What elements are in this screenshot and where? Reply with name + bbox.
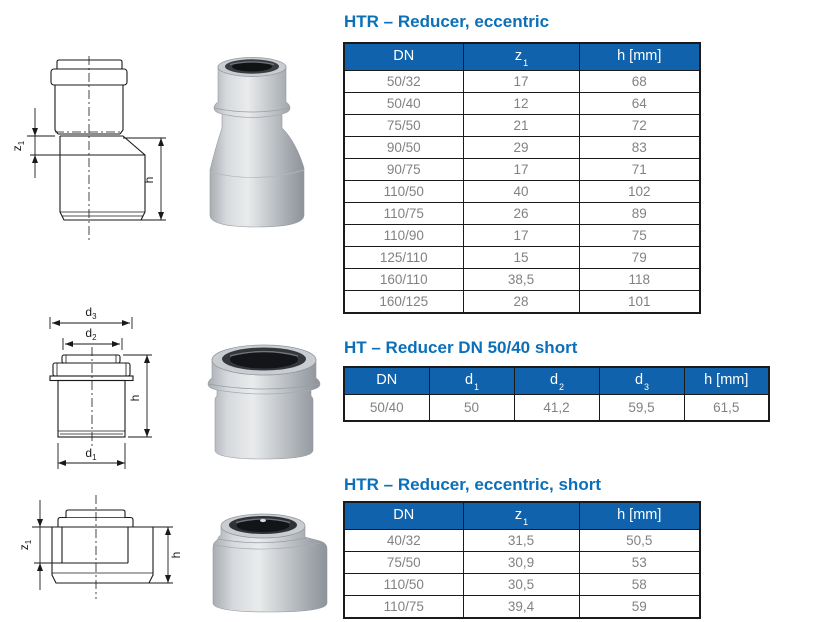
- table-row: [344, 225, 700, 247]
- table-cell: 50/32: [344, 71, 463, 93]
- product-photo-reducer-eccentric: [202, 50, 312, 235]
- table-cell: 17: [463, 159, 579, 181]
- col-header-h: h [mm]: [579, 502, 700, 530]
- table-row: [344, 115, 700, 137]
- table-cell: 38,5: [463, 269, 579, 291]
- dim-label-h: h: [169, 551, 183, 559]
- table-cell: 21: [463, 115, 579, 137]
- table-cell: 72: [579, 115, 700, 137]
- drawing-outline: [51, 60, 145, 220]
- technical-drawing-reducer-short: [30, 305, 190, 483]
- table-row: [344, 93, 700, 115]
- table-cell: 160/110: [344, 269, 463, 291]
- table-cell: 64: [579, 93, 700, 115]
- table-cell: 58: [579, 574, 700, 596]
- col-header-h: h [mm]: [684, 367, 769, 395]
- table-cell: 59: [579, 596, 700, 619]
- table-cell: 53: [579, 552, 700, 574]
- table-row: [344, 552, 700, 574]
- table-cell: 50/40: [344, 395, 429, 422]
- technical-drawing-reducer-eccentric-short: [8, 487, 195, 615]
- table-cell: 110/90: [344, 225, 463, 247]
- table-cell: 17: [463, 225, 579, 247]
- table-cell: 118: [579, 269, 700, 291]
- drawing-outline: [52, 510, 153, 583]
- table-cell: 75/50: [344, 552, 463, 574]
- section-title-htr-eccentric-short: HTR – Reducer, eccentric, short: [344, 475, 601, 494]
- table-row: [344, 247, 700, 269]
- table-row: [344, 395, 769, 422]
- table-cell: 90/75: [344, 159, 463, 181]
- table-cell: 110/75: [344, 203, 463, 225]
- ring-glint: [260, 519, 266, 522]
- table-row: [344, 137, 700, 159]
- table-cell: 75/50: [344, 115, 463, 137]
- table-cell: 110/50: [344, 181, 463, 203]
- table-cell: 61,5: [684, 395, 769, 422]
- table-cell: 28: [463, 291, 579, 314]
- col-header-d2: $d_2$: [514, 367, 599, 395]
- table-row: [344, 291, 700, 314]
- dim-label-h: h: [142, 176, 156, 184]
- table-row: [344, 596, 700, 619]
- table-ht-short: [343, 366, 770, 422]
- table-cell: 75: [579, 225, 700, 247]
- table-htr-eccentric: [343, 42, 701, 314]
- table-cell: 110/75: [344, 596, 463, 619]
- table-cell: 40: [463, 181, 579, 203]
- table-cell: 50/40: [344, 93, 463, 115]
- col-header-z1: $z_1$: [463, 43, 579, 71]
- table-header-row: [344, 43, 700, 71]
- dim-label-z1: $z_1$: [10, 140, 26, 152]
- table-cell: 50: [429, 395, 514, 422]
- table-header-row: [344, 367, 769, 395]
- table-cell: 68: [579, 71, 700, 93]
- dim-label-d3: $d_3$: [85, 305, 97, 321]
- table-row: [344, 574, 700, 596]
- dim-label-z1: $z_1$: [17, 539, 33, 551]
- col-header-h: h [mm]: [579, 43, 700, 71]
- table-row: [344, 530, 700, 552]
- col-header-d3: $d_3$: [599, 367, 684, 395]
- table-cell: 83: [579, 137, 700, 159]
- table-cell: 40/32: [344, 530, 463, 552]
- table-cell: 160/125: [344, 291, 463, 314]
- dim-label-d1: $d_1$: [85, 446, 97, 462]
- dim-label-d2: $d_2$: [85, 326, 97, 342]
- table-row: [344, 203, 700, 225]
- dimension-z1: [32, 500, 128, 590]
- table-cell: 30,5: [463, 574, 579, 596]
- table-cell: 41,2: [514, 395, 599, 422]
- table-cell: 89: [579, 203, 700, 225]
- table-row: [344, 159, 700, 181]
- table-cell: 90/50: [344, 137, 463, 159]
- col-header-z1: $z_1$: [463, 502, 579, 530]
- dimension-z1: [27, 108, 145, 178]
- table-row: [344, 71, 700, 93]
- technical-drawing-reducer-eccentric: [5, 52, 195, 247]
- centerline: [55, 56, 123, 242]
- col-header-dn: DN: [344, 502, 463, 530]
- section-title-ht-short: HT – Reducer DN 50/40 short: [344, 338, 578, 357]
- table-cell: 102: [579, 181, 700, 203]
- col-header-d1: $d_1$: [429, 367, 514, 395]
- product-photo-reducer-short: [203, 338, 325, 464]
- table-header-row: [344, 502, 700, 530]
- table-row: [344, 181, 700, 203]
- table-cell: 17: [463, 71, 579, 93]
- table-cell: 125/110: [344, 247, 463, 269]
- table-cell: 50,5: [579, 530, 700, 552]
- section-title-htr-eccentric: HTR – Reducer, eccentric: [344, 12, 550, 31]
- table-cell: 101: [579, 291, 700, 314]
- table-cell: 26: [463, 203, 579, 225]
- table-cell: 12: [463, 93, 579, 115]
- table-cell: 110/50: [344, 574, 463, 596]
- table-cell: 79: [579, 247, 700, 269]
- drawing-outline: [50, 355, 133, 437]
- fitting-body: [213, 526, 327, 612]
- table-cell: 31,5: [463, 530, 579, 552]
- table-cell: 29: [463, 137, 579, 159]
- product-photo-reducer-eccentric-short: [210, 505, 330, 617]
- col-header-dn: DN: [344, 43, 463, 71]
- col-header-dn: DN: [344, 367, 429, 395]
- table-cell: 30,9: [463, 552, 579, 574]
- fitting-body: [210, 66, 304, 227]
- table-row: [344, 269, 700, 291]
- dim-label-h: h: [128, 394, 142, 402]
- table-cell: 15: [463, 247, 579, 269]
- table-htr-eccentric-short: [343, 501, 701, 619]
- table-cell: 39,4: [463, 596, 579, 619]
- table-cell: 59,5: [599, 395, 684, 422]
- table-cell: 71: [579, 159, 700, 181]
